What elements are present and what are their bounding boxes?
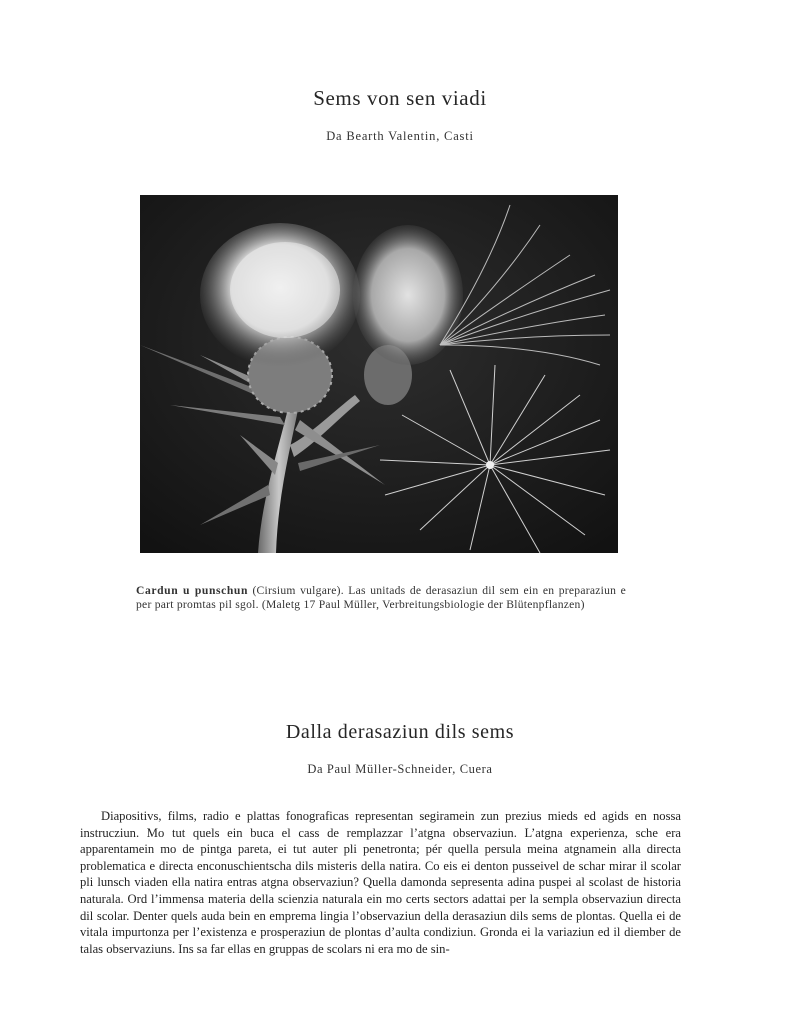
section-title: Dalla derasaziun dils sems — [285, 721, 515, 743]
thistle-illustration — [140, 195, 618, 553]
article-author: Da Bearth Valentin, Casti — [326, 129, 474, 143]
body-paragraph: Diapositivs, films, radio e plattas fonograficas representan segiramein zun prezius mieds ed agids en nossa instrucziun. Mo tut quels ein buca el cass de remplazzar l’atgna observaziun. L’atgna experienza, sche era apparentamein mo de pintga pareta, ei tut auter pli penetronta; pér quella persula meina atgnamein alla directa problematica e directa enconuschientscha dils misteris della natira. Co eis ei denton pusseivel de schar mirar il scolar pli lunsch viaden ella natira entras atgna observaziun? Quella damonda sepresenta adina puspei al scolast de historia naturala. Ord l’immensa materia della scienzia naturala ein mo certs sectors adattai per la sempla observaziun directa dil scolar. Denter quels auda bein en emprema lingia l’observaziun della derasaziun dils sems de plontas. Quella ei de vitala impurtonza per l’existenza e prosperaziun de plontas d’aulta condiziun. Gronda ei la variaziun ed il diember de talas observaziuns. Ins sa far ellas en gruppas de scolars ni era mo de sin- — [80, 809, 681, 956]
section-author: Da Paul Müller-Schneider, Cuera — [307, 762, 493, 776]
caption-species-name: Cardun u punschun — [136, 584, 249, 597]
figure-caption — [136, 584, 626, 613]
caption-text: (Cirsium vulgare). Las unitads de derasaziun dil sem ein en preparaziun e per part promtas pil sgol. (Maletg 17 Paul Müller, Verbreitungsbiologie der Blütenpflanzen) — [136, 584, 627, 612]
thistle-photograph — [140, 195, 618, 553]
article-title: Sems von sen viadi — [313, 86, 487, 110]
